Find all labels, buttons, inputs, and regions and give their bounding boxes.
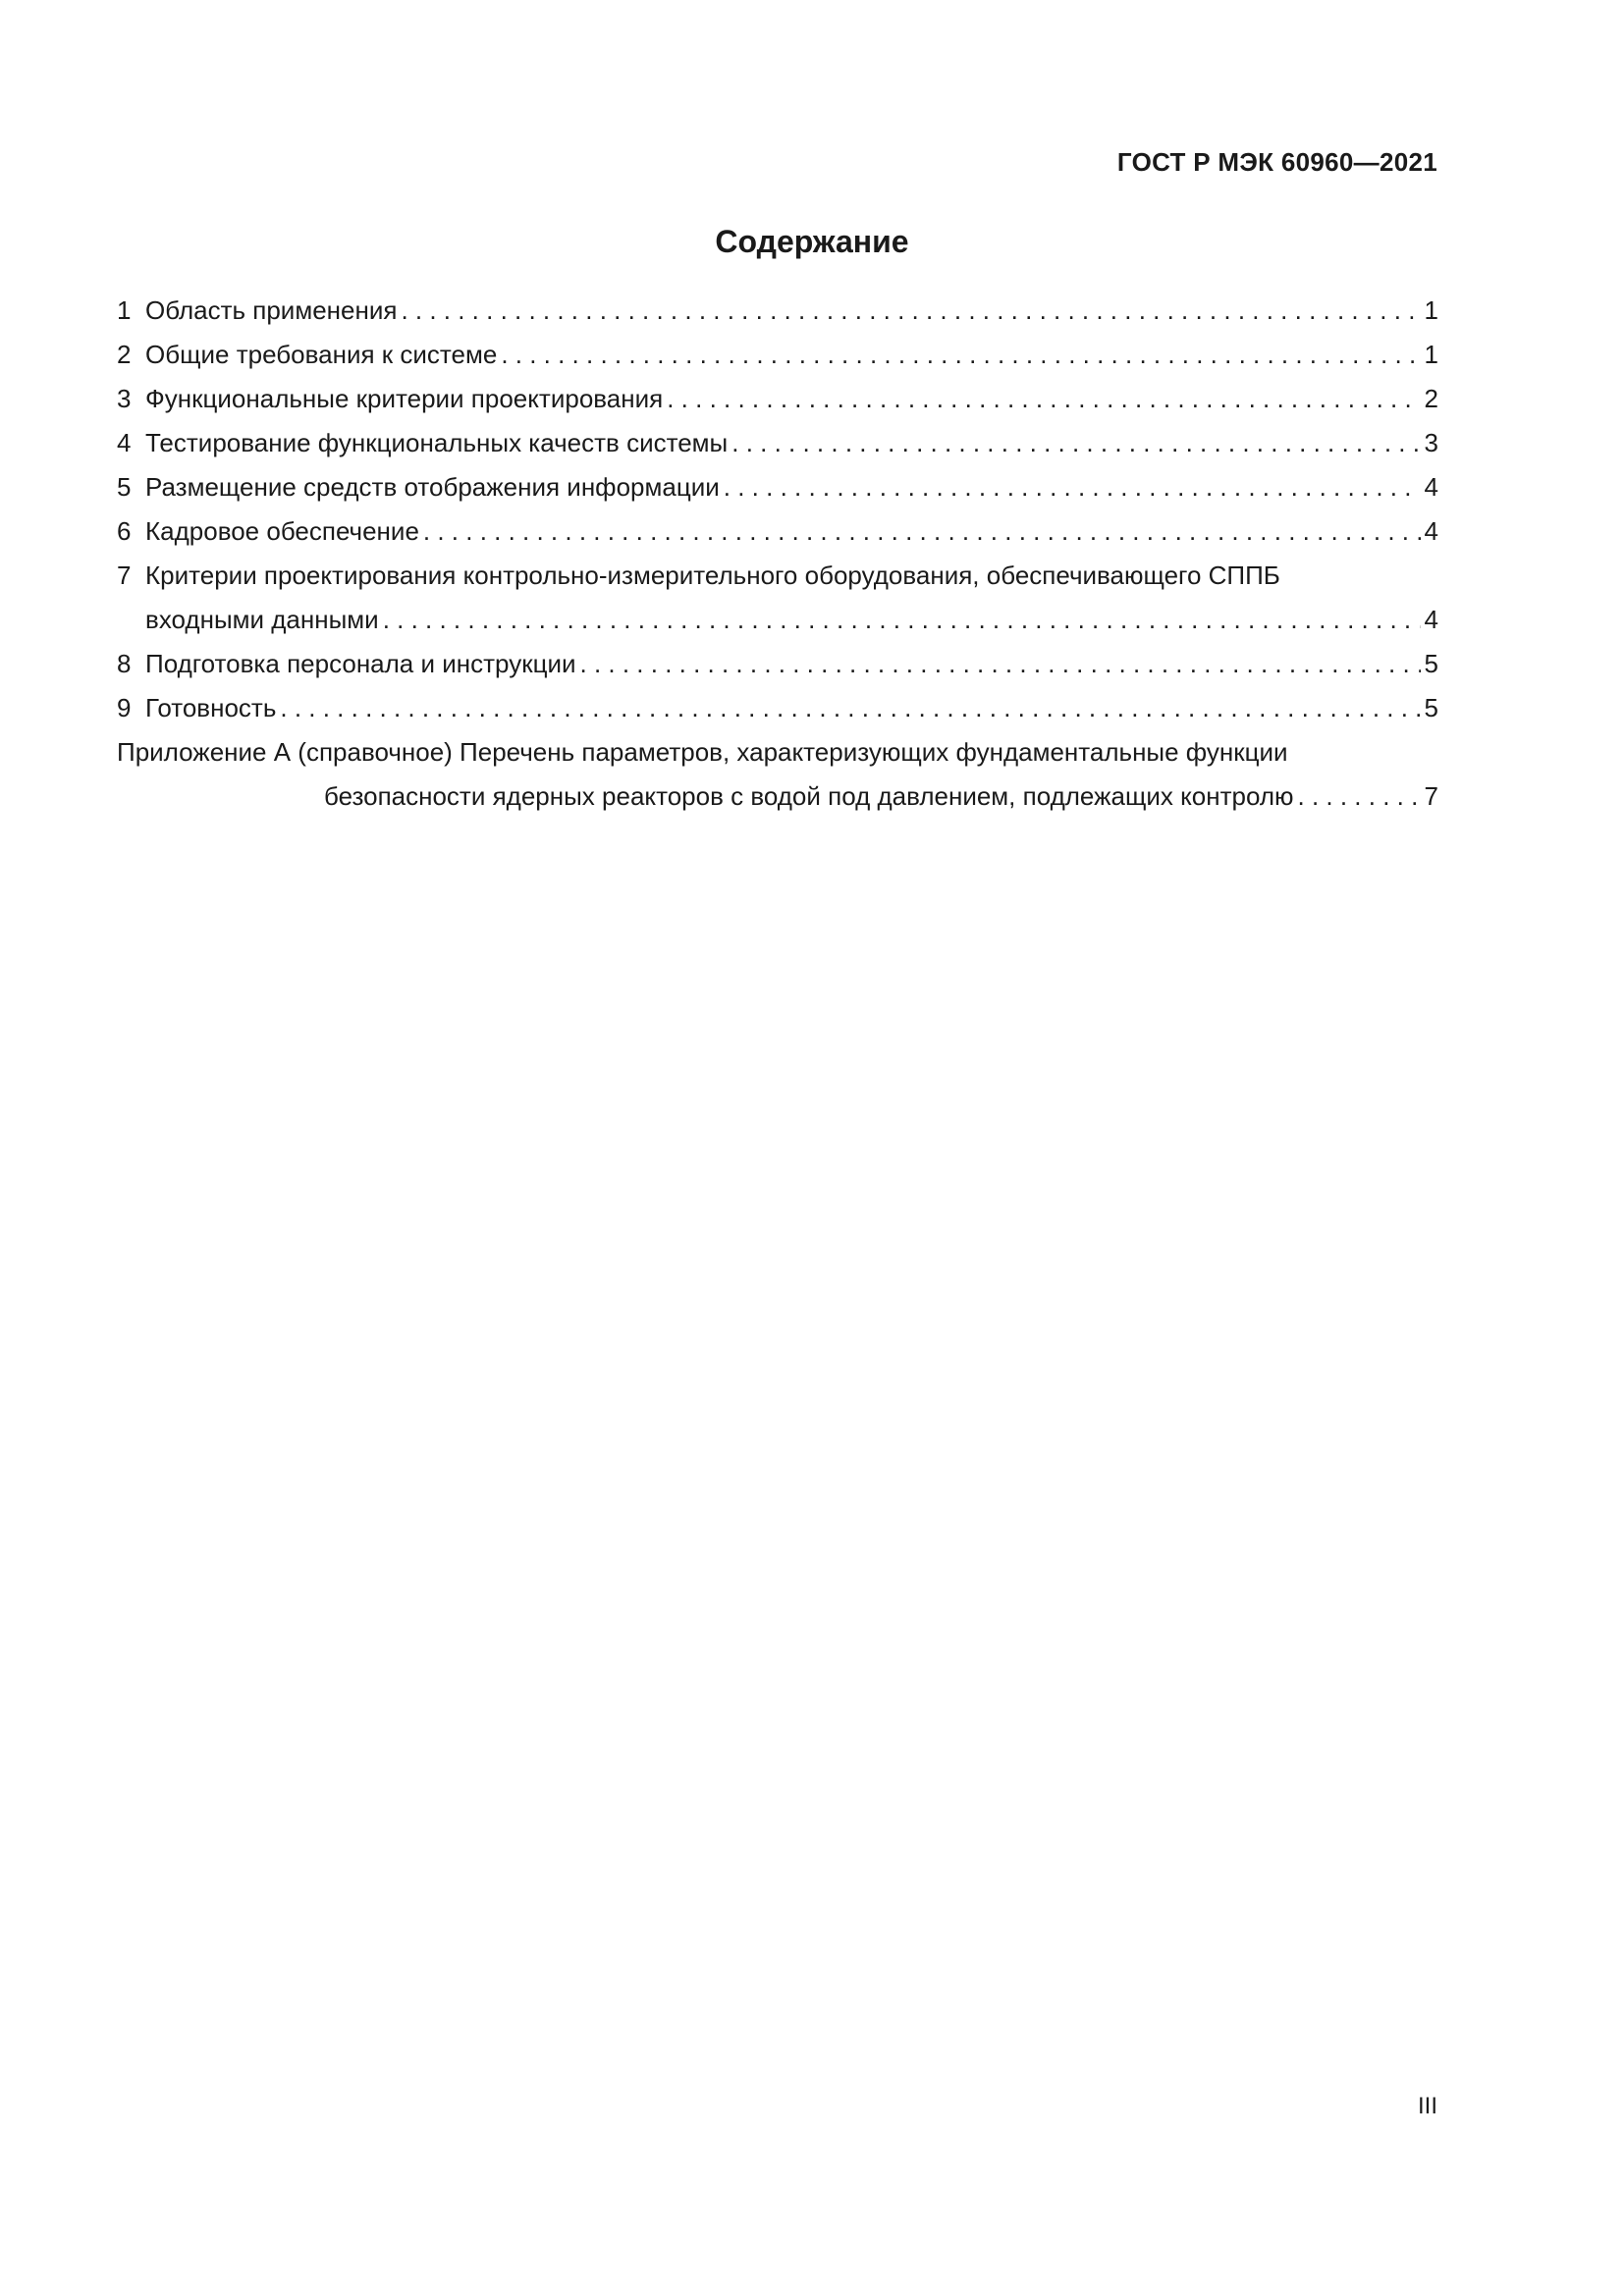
toc-title: Содержание: [715, 224, 909, 259]
toc-item-label: Критерии проектирования контрольно-измерительного оборудования, обеспечивающего СППБ: [145, 561, 1280, 590]
toc-item-2[interactable]: [117, 340, 1438, 384]
toc-item-number: 1: [117, 295, 132, 325]
toc-item-label: Размещение средств отображения информации: [145, 472, 720, 502]
toc-item-page: 4: [1424, 516, 1438, 546]
toc-item-5[interactable]: [117, 472, 1438, 516]
toc-item-page: 5: [1424, 649, 1438, 678]
dot-leader: [383, 605, 1421, 635]
toc-item-number: 8: [117, 649, 132, 678]
page-number: III: [1417, 2093, 1437, 2119]
toc-appendix-label: Приложение А (справочное) Перечень параметров, характеризующих фундаментальные функции: [117, 737, 1288, 767]
toc-item-label: Функциональные критерии проектирования: [145, 384, 664, 413]
toc-item-label-continued: входными данными: [145, 605, 379, 634]
toc-item-label: Готовность: [145, 693, 277, 722]
dot-leader: [724, 472, 1421, 503]
toc-item-page: 4: [1424, 472, 1438, 502]
dot-leader: [501, 340, 1420, 370]
toc-item-1[interactable]: [117, 295, 1438, 340]
toc-item-4[interactable]: [117, 428, 1438, 472]
dot-leader: [423, 516, 1421, 547]
toc-item-number: 9: [117, 693, 132, 722]
toc-item-number: 3: [117, 384, 132, 413]
toc-item-label: Область применения: [145, 295, 398, 325]
toc-item-label: Кадровое обеспечение: [145, 516, 419, 546]
toc-item-page: 1: [1424, 295, 1438, 325]
toc-item-number: 4: [117, 428, 132, 457]
toc-item-label: Подготовка персонала и инструкции: [145, 649, 576, 678]
toc-appendix-line-1[interactable]: [117, 737, 1438, 781]
document-code: ГОСТ Р МЭК 60960—2021: [1116, 147, 1437, 177]
table-of-contents: [117, 295, 1438, 826]
toc-appendix-label-continued: безопасности ядерных реакторов с водой под давлением, подлежащих контролю: [324, 781, 1294, 811]
dot-leader: [280, 693, 1420, 723]
toc-appendix-line-2[interactable]: [117, 781, 1438, 826]
toc-item-number: 5: [117, 472, 132, 502]
toc-item-8[interactable]: [117, 649, 1438, 693]
dot-leader: [667, 384, 1420, 414]
toc-appendix-page: 7: [1424, 781, 1438, 811]
toc-item-7-line-2[interactable]: [117, 605, 1438, 649]
dot-leader: [731, 428, 1420, 458]
toc-item-7-line-1[interactable]: [117, 561, 1438, 605]
toc-item-number: 2: [117, 340, 132, 369]
toc-item-9[interactable]: [117, 693, 1438, 737]
toc-item-page: 4: [1424, 605, 1438, 634]
dot-leader: [1298, 781, 1421, 812]
toc-item-page: 2: [1424, 384, 1438, 413]
toc-item-6[interactable]: [117, 516, 1438, 561]
toc-item-page: 3: [1424, 428, 1438, 457]
dot-leader: [580, 649, 1421, 679]
toc-item-label: Тестирование функциональных качеств системы: [145, 428, 729, 457]
toc-item-page: 5: [1424, 693, 1438, 722]
dot-leader: [401, 295, 1420, 326]
toc-item-number: 6: [117, 516, 132, 546]
toc-item-label: Общие требования к системе: [145, 340, 498, 369]
toc-item-number: 7: [117, 561, 132, 590]
toc-item-3[interactable]: [117, 384, 1438, 428]
toc-item-page: 1: [1424, 340, 1438, 369]
